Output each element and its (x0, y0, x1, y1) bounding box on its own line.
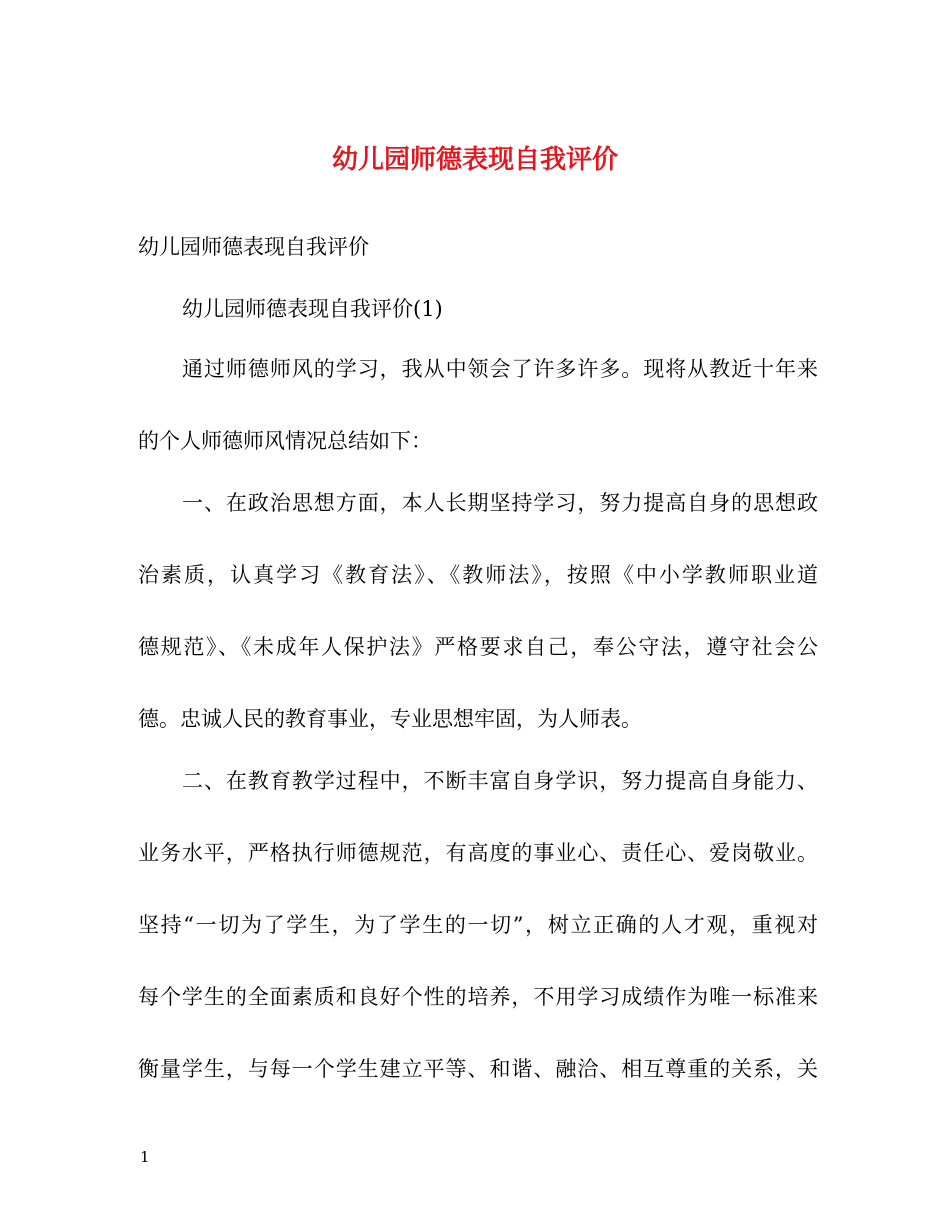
paragraph-line: 业务水平，严格执行师德规范，有高度的事业心、责任心、爱岗敬业。 (138, 841, 818, 865)
paragraph-line: 的个人师德师风情况总结如下： (138, 429, 432, 453)
section-heading: 幼儿园师德表现自我评价(1) (182, 297, 443, 321)
subtitle-line: 幼儿园师德表现自我评价 (138, 235, 369, 259)
paragraph-line: 德。忠诚人民的教育事业，专业思想牢固，为人师表。 (138, 707, 642, 731)
paragraph-line: 一、在政治思想方面，本人长期坚持学习，努力提高自身的思想政 (182, 491, 818, 515)
paragraph-line: 德规范》、《未成年人保护法》严格要求自己，奉公守法，遵守社会公 (138, 635, 818, 659)
paragraph-line: 通过师德师风的学习，我从中领会了许多许多。现将从教近十年来 (182, 357, 818, 381)
page-number: 1 (140, 1148, 150, 1166)
paragraph-line: 治素质，认真学习《教育法》、《教师法》，按照《中小学教师职业道 (138, 563, 818, 587)
paragraph-line: 坚持“一切为了学生，为了学生的一切”，树立正确的人才观，重视对 (138, 913, 818, 937)
document-title: 幼儿园师德表现自我评价 (331, 145, 618, 175)
paragraph-line: 每个学生的全面素质和良好个性的培养，不用学习成绩作为唯一标准来 (138, 985, 818, 1009)
paragraph-line: 衡量学生，与每一个学生建立平等、和谐、融洽、相互尊重的关系，关 (138, 1057, 818, 1081)
paragraph-line: 二、在教育教学过程中，不断丰富自身学识，努力提高自身能力、 (182, 769, 818, 793)
